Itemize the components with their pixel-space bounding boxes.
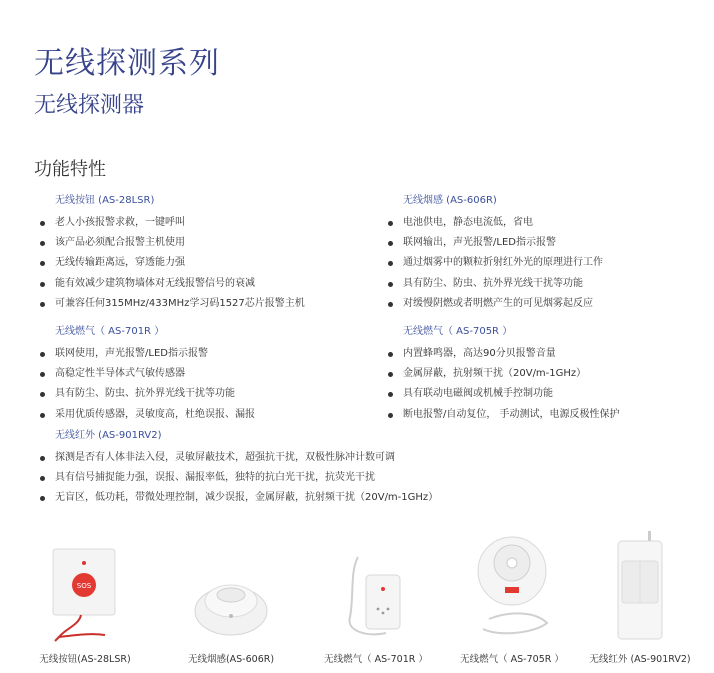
list-item: 具有防尘、防虫、抗外界光线干扰等功能 (34, 384, 255, 404)
section-title: 无线燃气（ AS-705R ） (403, 326, 513, 337)
section-title: 无线燃气（ AS-701R ） (55, 326, 165, 337)
list-item: 具有信号捕捉能力强，误报、漏报率低，独特的抗白光干扰，抗荧光干扰 (34, 468, 438, 488)
sos-button-icon (35, 545, 135, 643)
list-item: 老人小孩报警求救，一键呼叫 (34, 213, 305, 233)
section-title: 无线烟感 (AS-606R) (403, 195, 497, 206)
product-pir (582, 531, 698, 665)
product-caption: 无线烟感(AS-606R) (187, 654, 275, 665)
gas-detector-icon (336, 547, 416, 643)
list-item: 具有联动电磁阀或机械手控制功能 (382, 384, 620, 404)
feature-list (382, 213, 603, 314)
section-pir (34, 428, 438, 509)
list-item: 高稳定性半导体式气敏传感器 (34, 364, 255, 384)
feature-list (34, 213, 305, 314)
section-gas-701 (34, 324, 255, 425)
list-item: 断电报警/自动复位， 手动测试，电源反极性保护 (382, 405, 620, 425)
list-item: 金属屏蔽，抗射频干扰（20V/m-1GHz） (382, 364, 620, 384)
feature-list (34, 344, 255, 425)
list-item: 可兼容任何315MHz/433MHz学习码1527芯片报警主机 (34, 294, 305, 314)
list-item: 探测是否有人体非法入侵，灵敏屏蔽技术，超强抗干扰，双极性脉冲计数可调 (34, 448, 438, 468)
gas-detector-round-icon (469, 533, 555, 643)
product-caption: 无线按钮(AS-28LSR) (39, 654, 131, 665)
section-title: 无线按钮 (AS-28LSR) (55, 195, 155, 206)
section-title: 无线红外 (AS-901RV2) (55, 430, 162, 441)
list-item: 电池供电，静态电流低，省电 (382, 213, 603, 233)
list-item: 联网使用，声光报警/LED指示报警 (34, 344, 255, 364)
list-item: 对缓慢阴燃或者明燃产生的可见烟雾起反应 (382, 294, 603, 314)
list-item: 无线传输距离远，穿透能力强 (34, 253, 305, 273)
features-heading: 功能特性 (34, 159, 106, 180)
product-smoke-detector (176, 561, 286, 665)
feature-list (382, 344, 620, 425)
section-sos-button (34, 193, 305, 314)
list-item: 该产品必须配合报警主机使用 (34, 233, 305, 253)
smoke-detector-icon (191, 561, 271, 643)
product-caption: 无线红外 (AS-901RV2) (589, 654, 691, 665)
section-smoke-detector (382, 193, 603, 314)
feature-list (34, 448, 438, 509)
list-item: 具有防尘、防虫、抗外界光线干扰等功能 (382, 274, 603, 294)
svg-text:SOS: SOS (76, 582, 92, 590)
list-item: 内置蜂鸣器，高达90分贝报警音量 (382, 344, 620, 364)
list-item: 通过烟雾中的颗粒折射红外光的原理进行工作 (382, 253, 603, 273)
series-title: 无线探测系列 (34, 46, 220, 81)
list-item: 无盲区，低功耗，带微处理控制，减少误报，金属屏蔽，抗射频干扰（20V/m-1GHz） (34, 488, 438, 508)
list-item: 能有效减少建筑物墙体对无线报警信号的衰减 (34, 274, 305, 294)
pir-sensor-icon (610, 531, 670, 643)
section-gas-705 (382, 324, 620, 425)
product-gas-701 (318, 547, 434, 665)
product-caption: 无线燃气（ AS-705R ） (460, 654, 564, 665)
product-gallery (0, 515, 714, 665)
list-item: 联网输出，声光报警/LED指示报警 (382, 233, 603, 253)
product-gas-705 (454, 533, 570, 665)
list-item: 采用优质传感器，灵敏度高，杜绝误报、漏报 (34, 405, 255, 425)
product-caption: 无线燃气（ AS-701R ） (324, 654, 428, 665)
page-subtitle: 无线探测器 (34, 93, 145, 118)
product-sos-button (30, 545, 140, 665)
